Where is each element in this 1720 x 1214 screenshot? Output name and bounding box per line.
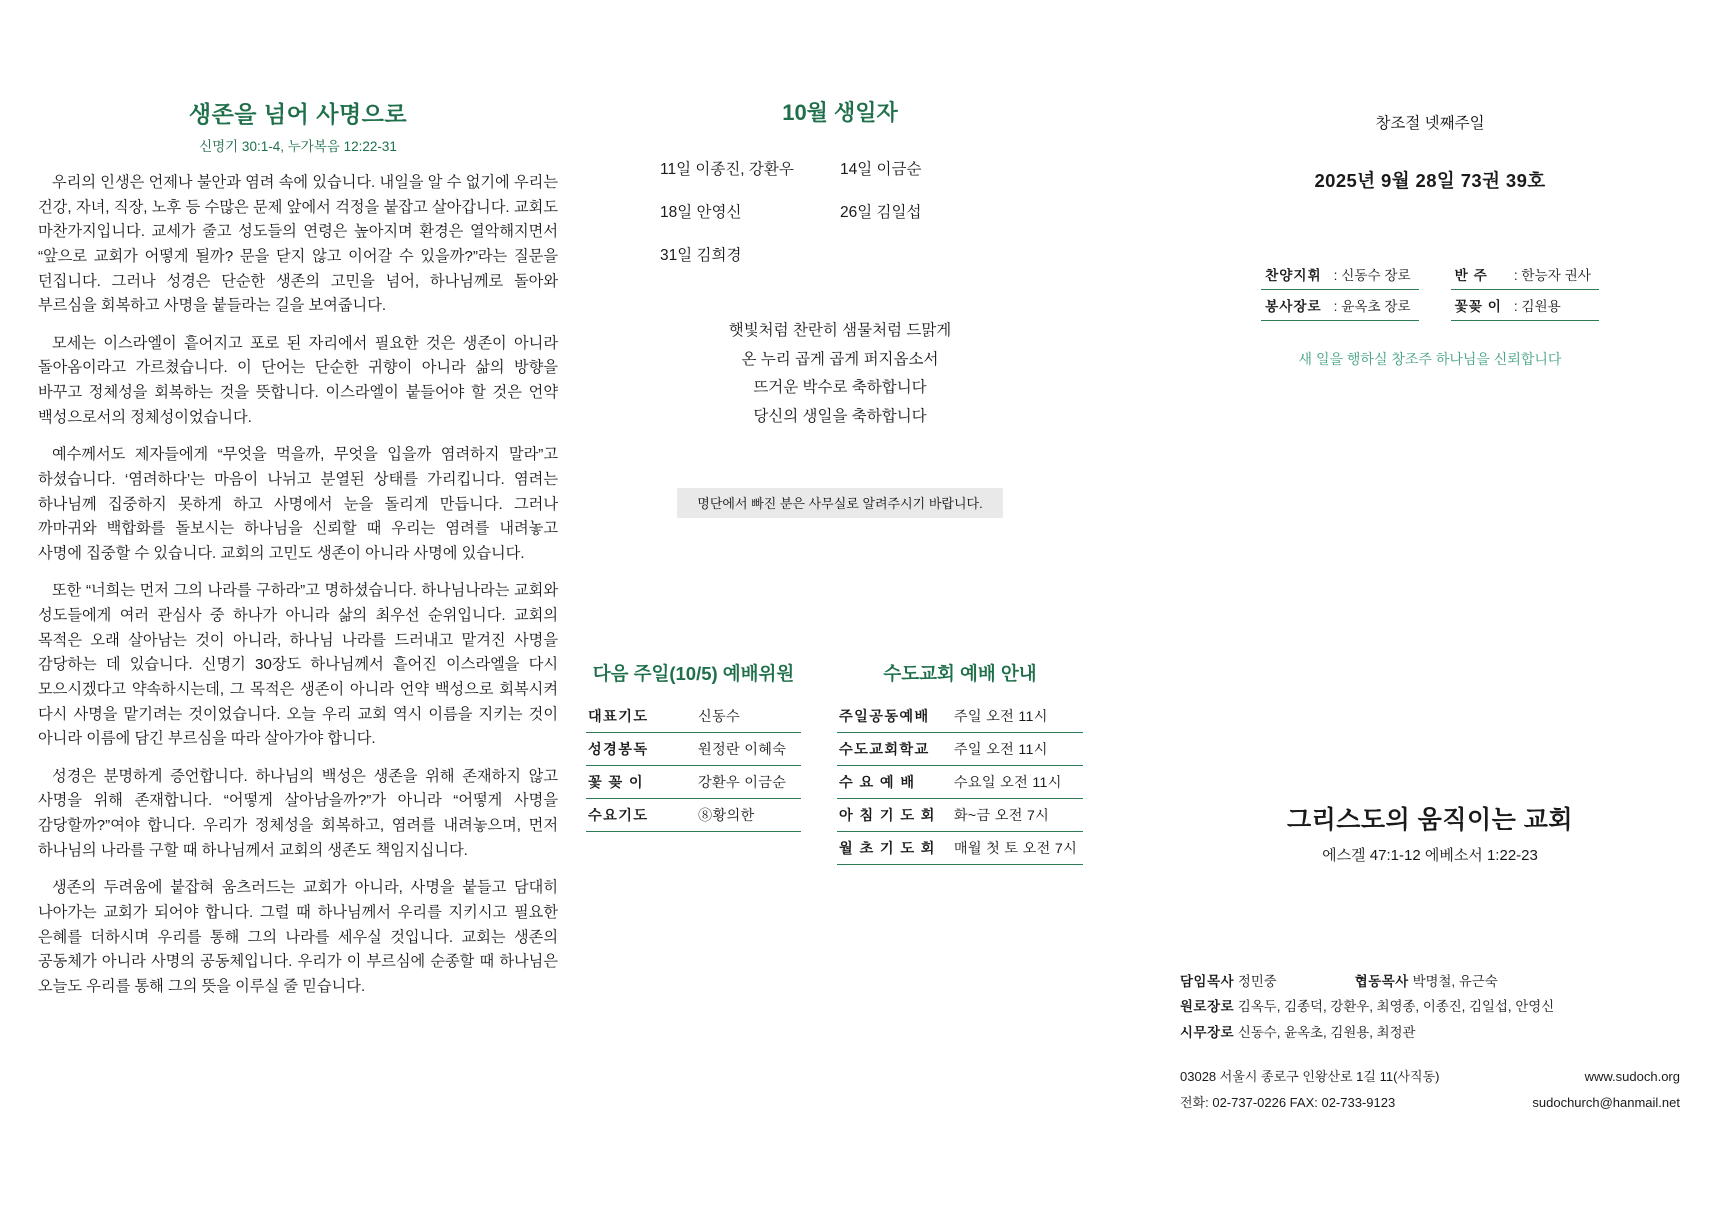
table-row	[1261, 259, 1599, 290]
poem-line: 햇빛처럼 찬란히 샘물처럼 드맑게	[728, 322, 952, 339]
sermon-column	[38, 96, 558, 1012]
row-value: 주일 오전 11시	[952, 733, 1083, 766]
senior-pastor	[1180, 970, 1277, 993]
sermon-paragraph: 우리의 인생은 언제나 불안과 염려 속에 있습니다. 내일을 알 수 없기에 우리는 건강, 자녀, 직장, 노후 등 수많은 문제 앞에서 걱정을 붙잡고 살아갑니다. 교회도 마찬가지입니다. 교세가 줄고 성도들의 연령은 높아지며 환경은 열악해지면서 “앞으로 교회가 어떻게 될까? 문을 닫지 않고 이어갈 수 있을까?”라는 질문을 던집니다. 그러나 성경은 단순한 생존의 고민을 넘어, 하나님께로 돌아와 부르심을 회복하고 사명을 붙들라는 길을 보여줍니다.	[38, 174, 558, 315]
birthday-title: 10월 생일자	[782, 100, 898, 125]
birthday-notice: 명단에서 빠진 분은 사무실로 알려주시기 바랍니다.	[677, 488, 1003, 518]
sermon-body	[38, 171, 558, 999]
address: 03028 서울시 종로구 인왕산로 1길 11(사직동)	[1180, 1069, 1440, 1085]
next-service-heading: 다음 주일(10/5) 예배위원	[592, 663, 795, 684]
row-value: 원정란 이혜숙	[696, 733, 801, 766]
serving-elders	[1180, 1021, 1680, 1044]
sermon-paragraph: 또한 “너희는 먼저 그의 나라를 구하라”고 명하셨습니다. 하나님나라는 교회와 성도들에게 여러 관심사 중 하나가 아니라 삶의 최우선 순위입니다. 교회의 목적은 오래 살아남는 것이 아니라, 하나님 나라를 드러내고 맡겨진 사명을 감당하는 데 있습니다. 신명기 30장도 하나님께서 흩어진 이스라엘을 다시 모으시겠다고 약속하시는데, 그 목적은 생존이 아니라 언약 백성으로 회복시켜 다시 사명을 맡기려는 것이었습니다. 오늘 우리 교회 역시 이름을 지키는 것이 아니라 이름에 담긴 부르심을 따라 살아가야 합니다.	[38, 582, 558, 748]
table-row	[837, 700, 1083, 733]
list-item: 31일 김희경	[660, 247, 742, 264]
season-label: 창조절 넷째주일	[1375, 115, 1485, 132]
footer-contact	[1180, 1066, 1680, 1118]
poem-line: 당신의 생일을 축하합니다	[753, 408, 927, 426]
sermon-title: 생존을 넘어 사명으로	[188, 101, 408, 127]
list-item: 18일 안영신	[660, 204, 742, 221]
worship-guide-heading: 수도교회 예배 안내	[883, 663, 1037, 684]
issue-date: 2025년 9월 28일 73권 39호	[1314, 170, 1546, 191]
duty-label-2: 반 주	[1451, 259, 1510, 290]
row-label: 꽃 꽂 이	[586, 766, 696, 799]
spacer	[1419, 259, 1451, 290]
list-item: 11일 이종진, 강환우	[660, 161, 794, 178]
row-label: 수 요 예 배	[837, 766, 952, 799]
spacer	[1419, 290, 1451, 321]
contact-right	[1532, 1066, 1680, 1118]
emeritus-elders	[1180, 995, 1680, 1018]
sermon-paragraph: 모세는 이스라엘이 흩어지고 포로 된 자리에서 필요한 것은 생존이 아니라 돌아옴이라고 가르쳤습니다. 이 단어는 단순한 귀향이 아니라 삶의 방향을 바꾸고 정체성을 회복하는 것을 뜻합니다. 이스라엘이 붙들어야 할 것은 언약 백성으로서의 정체성이었습니다.	[38, 334, 558, 426]
associate-pastor-label: 협동목사	[1354, 974, 1409, 989]
duty-value-2: : 김원용	[1510, 290, 1599, 321]
emeritus-elders-label: 원로장로	[1180, 999, 1235, 1015]
list-item: 26일 김일섭	[840, 204, 922, 221]
church-name: 그리스도의 움직이는 교회	[1286, 806, 1574, 834]
masthead-column	[1180, 96, 1680, 369]
sermon-paragraph: 예수께서도 제자들에게 “무엇을 먹을까, 무엇을 입을까 염려하지 말라”고 하셨습니다. ‘염려하다’는 마음이 나뉘고 분열된 상태를 가리킵니다. 염려는 하나님께 집중하지 못하게 하고 사명에서 눈을 돌리게 만듭니다. 그러나 까마귀와 백합화를 돌보시는 하나님을 신뢰할 때 우리는 염려를 내려놓고 사명에 집중할 수 있습니다. 교회의 고민도 생존이 아니라 사명에 있습니다.	[38, 446, 558, 562]
footer	[1180, 970, 1680, 1118]
poem-line: 뜨거운 박수로 축하합니다	[753, 379, 927, 397]
schedule-tables	[586, 660, 1106, 865]
poem-line: 온 누리 곱게 곱게 퍼지옵소서	[741, 350, 939, 368]
row-label: 수도교회학교	[837, 733, 952, 766]
table-row	[1261, 290, 1599, 321]
row-label: 월 초 기 도 회	[837, 832, 952, 865]
row-value: 매월 첫 토 오전 7시	[952, 832, 1083, 865]
sermon-paragraph: 생존의 두려움에 붙잡혀 움츠러드는 교회가 아니라, 사명을 붙들고 담대히 나아가는 교회가 되어야 합니다. 그럴 때 하나님께서 우리를 지키시고 필요한 은혜를 더하시며 우리를 통해 그의 나라를 세우실 것입니다. 교회는 생존의 공동체가 아니라 사명의 공동체입니다. 우리가 이 부르심에 순종할 때 하나님은 오늘도 우리를 통해 그의 뜻을 이루실 줄 믿습니다.	[38, 879, 558, 995]
senior-pastor-label: 담임목사	[1180, 974, 1235, 989]
year-slogan: 새 일을 행하실 창조주 하나님을 신뢰합니다	[1298, 351, 1562, 367]
row-value: 주일 오전 11시	[952, 700, 1083, 733]
birthday-list	[660, 157, 1020, 265]
phone-fax: 전화: 02-737-0226 FAX: 02-733-9123	[1180, 1095, 1396, 1111]
table-row	[586, 700, 801, 733]
row-label: 수요기도	[586, 799, 696, 832]
row-label: 주일공동예배	[837, 700, 952, 733]
table-row	[586, 799, 801, 832]
worship-guide-table	[837, 700, 1083, 865]
serving-elders-label: 시무장로	[1180, 1024, 1235, 1040]
row-label: 대표기도	[586, 700, 696, 733]
row-label: 성경봉독	[586, 733, 696, 766]
birthday-poem	[600, 317, 1080, 432]
table-row	[837, 733, 1083, 766]
table-row	[837, 766, 1083, 799]
table-row	[837, 832, 1083, 865]
duty-label: 봉사장로	[1261, 290, 1330, 321]
associate-pastor	[1355, 970, 1498, 993]
duty-label-2: 꽃꽂 이	[1451, 290, 1510, 321]
table-row	[837, 799, 1083, 832]
duty-value: : 신동수 장로	[1330, 259, 1419, 290]
row-value: ⑧황의한	[696, 799, 801, 832]
list-item: 14일 이금순	[840, 161, 922, 178]
duty-value-2: : 한능자 권사	[1510, 259, 1599, 290]
church-identity	[1180, 800, 1680, 865]
worship-guide-block	[837, 660, 1083, 865]
table-row	[586, 766, 801, 799]
duty-label: 찬양지휘	[1261, 259, 1330, 290]
row-value: 화~금 오전 7시	[952, 799, 1083, 832]
list-item	[840, 243, 1020, 265]
contact-left	[1180, 1066, 1439, 1118]
row-label: 아 침 기 도 회	[837, 799, 952, 832]
duty-value: : 윤옥초 장로	[1330, 290, 1419, 321]
email-link[interactable]: sudochurch@hanmail.net	[1532, 1095, 1680, 1111]
duty-table	[1261, 259, 1599, 321]
row-value: 강환우 이금순	[696, 766, 801, 799]
serving-elders-value: 신동수, 윤옥초, 김원용, 최정관	[1237, 1024, 1416, 1040]
birthday-column	[600, 96, 1080, 518]
senior-pastor-value: 정민중	[1237, 974, 1277, 989]
footer-staff-row	[1180, 970, 1680, 993]
next-service-table	[586, 700, 801, 832]
row-value: 신동수	[696, 700, 801, 733]
associate-pastor-value: 박명철, 유근숙	[1412, 974, 1498, 989]
row-value: 수요일 오전 11시	[952, 766, 1083, 799]
emeritus-elders-value: 김옥두, 김종덕, 강환우, 최영종, 이종진, 김일섭, 안영신	[1237, 999, 1555, 1015]
next-service-block	[586, 660, 801, 865]
sermon-reference: 신명기 30:1-4, 누가복음 12:22-31	[199, 139, 397, 154]
church-verses: 에스겔 47:1-12 에베소서 1:22-23	[1322, 847, 1538, 864]
website-link[interactable]: www.sudoch.org	[1584, 1069, 1680, 1085]
sermon-paragraph: 성경은 분명하게 증언합니다. 하나님의 백성은 생존을 위해 존재하지 않고 사명을 위해 존재합니다. “어떻게 살아남을까?”가 아니라 “어떻게 사명을 감당할까?”여야 합니다. 우리가 정체성을 회복하고, 염려를 내려놓으며, 먼저 하나님의 나라를 구할 때 하나님께서 교회의 생존도 책임지십니다.	[38, 767, 558, 859]
table-row	[586, 733, 801, 766]
